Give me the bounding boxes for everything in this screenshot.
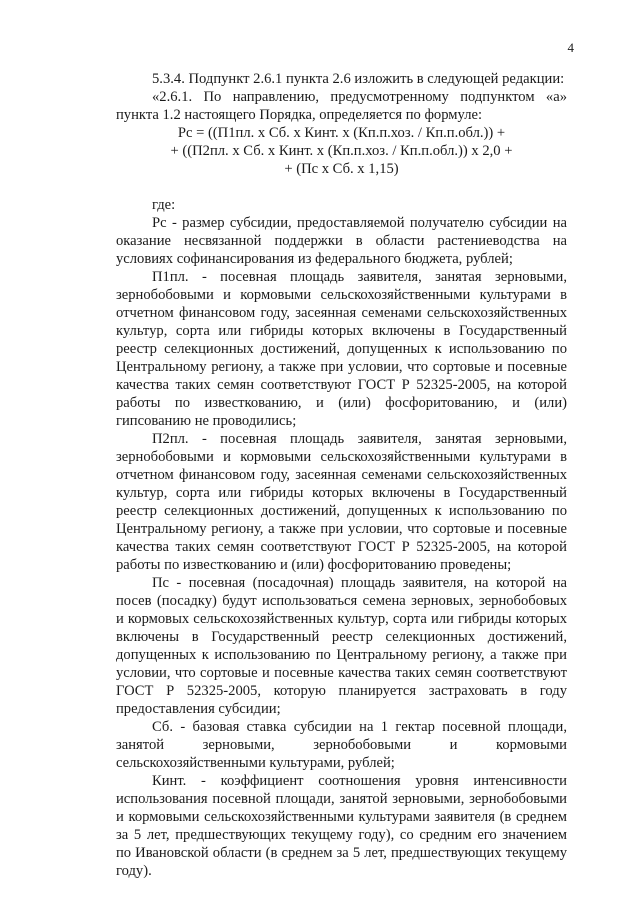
formula-line-1: Рс = ((П1пл. х Сб. х Кинт. х (Кп.п.хоз. / Кп.п.обл.)) +: [177, 125, 506, 141]
paragraph-intro: 5.3.4. Подпункт 2.6.1 пункта 2.6 изложить в следующей редакции:: [152, 71, 565, 87]
definition-ps: Пс - посевная (посадочная) площадь заявителя, на которой на посев (посадку) будут использоваться семена зерновых, зернобобовых и кормовых сельскохозяйственных культур, сорта или гибриды которых включены в Государственный реестр селекционных достижений, допущенных к использованию по Центральному региону, а также при условии, что сортовые и посевные качества таких семян соответствуют ГОСТ Р 52325-2005, которую планируется застраховать в году предоставления субсидии;: [116, 575, 567, 717]
definition-rs: Рс - размер субсидии, предоставляемой получателю субсидии на оказание несвязанной поддержки в области растениеводства на условиях софинансирования из федерального бюджета, рублей;: [116, 215, 567, 267]
where-label: где:: [152, 197, 176, 213]
page-number: 4: [567, 40, 574, 55]
definition-p1: П1пл. - посевная площадь заявителя, занятая зерновыми, зернобобовыми и кормовыми сельскохозяйственными культурами в отчетном финансовом году, засеянная семенами сельскохозяйственных культур, сорта или гибриды которых включены в Государственный реестр селекционных достижений, допущенных к использованию по Центральному региону, а также при условии, что сортовые и посевные качества таких семян соответствуют ГОСТ Р 52325-2005, на которой работы по известкованию, и (или) фосфоритованию, и (или) гипсованию не проводились;: [116, 269, 567, 429]
paragraph-2-6-1: «2.6.1. По направлению, предусмотренному подпунктом «а» пункта 1.2 настоящего Порядка, определяется по формуле:: [116, 89, 567, 123]
definition-sb: Сб. - базовая ставка субсидии на 1 гектар посевной площади, занятой зерновыми, зернобобовыми и кормовыми сельскохозяйственными культурами, рублей;: [116, 719, 567, 771]
formula-block: [116, 124, 567, 178]
formula-line-3: + (Пс х Сб. х 1,15): [284, 161, 399, 177]
document-body: [116, 70, 567, 880]
definition-kint: Кинт. - коэффициент соотношения уровня интенсивности использования посевной площади, занятой зерновыми, зернобобовыми и кормовыми сельскохозяйственными культурами заявителя (в среднем за 5 лет, предшествующих текущему году), со средним его значением по Ивановской области (в среднем за 5 лет, предшествующих текущему году).: [116, 773, 567, 879]
definition-p2: П2пл. - посевная площадь заявителя, занятая зерновыми, зернобобовыми и кормовыми сельскохозяйственными культурами в отчетном финансовом году, засеянная семенами сельскохозяйственных культур, сорта или гибриды которых включены в Государственный реестр селекционных достижений, допущенных к использованию по Центральному региону, а также при условии, что сортовые и посевные качества таких семян соответствуют ГОСТ Р 52325-2005, на которой работы по известкованию и (или) фосфоритованию проведены;: [116, 431, 567, 573]
formula-line-2: + ((П2пл. х Сб. х Кинт. х (Кп.п.хоз. / Кп.п.обл.)) х 2,0 +: [170, 143, 513, 159]
